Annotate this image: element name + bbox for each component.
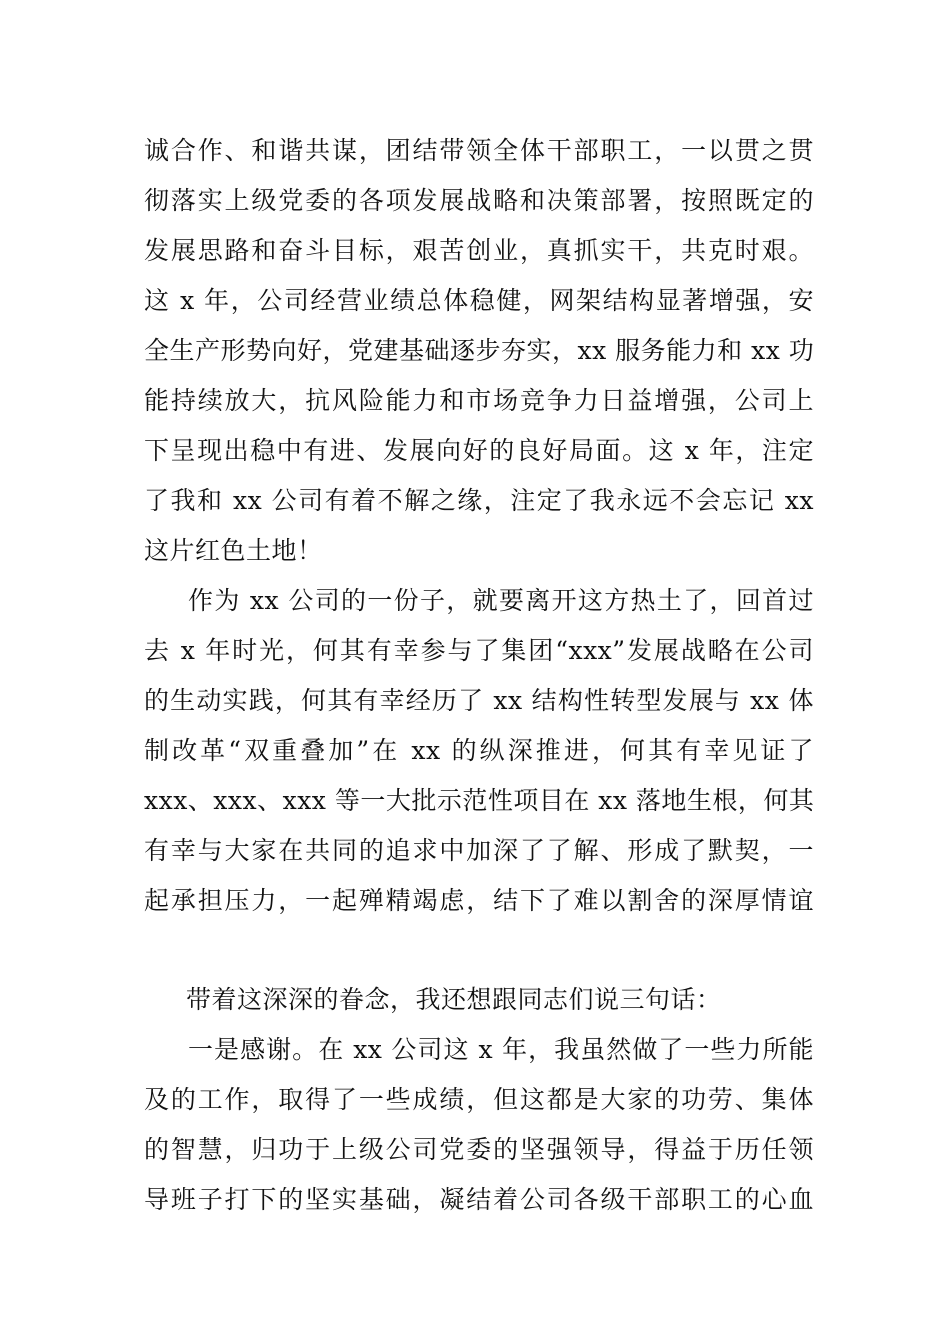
text-line: 导班子打下的坚实基础，凝结着公司各级干部职工的心血 <box>144 1185 814 1214</box>
text-line: 发展思路和奋斗目标，艰苦创业，真抓实干，共克时艰。 <box>144 236 814 265</box>
text-line: 制改革“双重叠加”在 xx 的纵深推进，何其有幸见证了 <box>144 736 814 765</box>
text-line: 带着这深深的眷念，我还想跟同志们说三句话： <box>186 985 722 1014</box>
text-line: 全生产形势向好，党建基础逐步夯实，xx 服务能力和 xx 功 <box>144 336 815 365</box>
text-line: 的智慧，归功于上级公司党委的坚强领导，得益于历任领 <box>144 1135 814 1164</box>
text-line: 作为 xx 公司的一份子，就要离开这方热土了，回首过 <box>188 586 814 615</box>
text-line: 起承担压力，一起殚精竭虑，结下了难以割舍的深厚情谊 <box>144 886 814 915</box>
text-line: 去 x 年时光，何其有幸参与了集团“xxx”发展战略在公司 <box>144 636 814 665</box>
text-line: xxx、xxx、xxx 等一大批示范性项目在 xx 落地生根，何其 <box>144 786 815 815</box>
text-line: 诚合作、和谐共谋，团结带领全体干部职工，一以贯之贯 <box>144 136 814 165</box>
text-line: 这片红色土地！ <box>144 536 323 565</box>
text-line: 下呈现出稳中有进、发展向好的良好局面。这 x 年，注定 <box>144 436 814 465</box>
text-line: 一是感谢。在 xx 公司这 x 年，我虽然做了一些力所能 <box>188 1035 814 1064</box>
text-line: 了我和 xx 公司有着不解之缘，注定了我永远不会忘记 xx <box>144 486 814 515</box>
text-line: 这 x 年，公司经营业绩总体稳健，网架结构显著增强，安 <box>144 286 814 315</box>
text-line: 彻落实上级党委的各项发展战略和决策部署，按照既定的 <box>144 186 814 215</box>
text-line: 有幸与大家在共同的追求中加深了了解、形成了默契，一 <box>144 836 814 865</box>
text-line: 及的工作，取得了一些成绩，但这都是大家的功劳、集体 <box>144 1085 814 1114</box>
text-line: 的生动实践，何其有幸经历了 xx 结构性转型发展与 xx 体 <box>144 686 814 715</box>
text-line: 能持续放大，抗风险能力和市场竞争力日益增强，公司上 <box>144 386 814 415</box>
